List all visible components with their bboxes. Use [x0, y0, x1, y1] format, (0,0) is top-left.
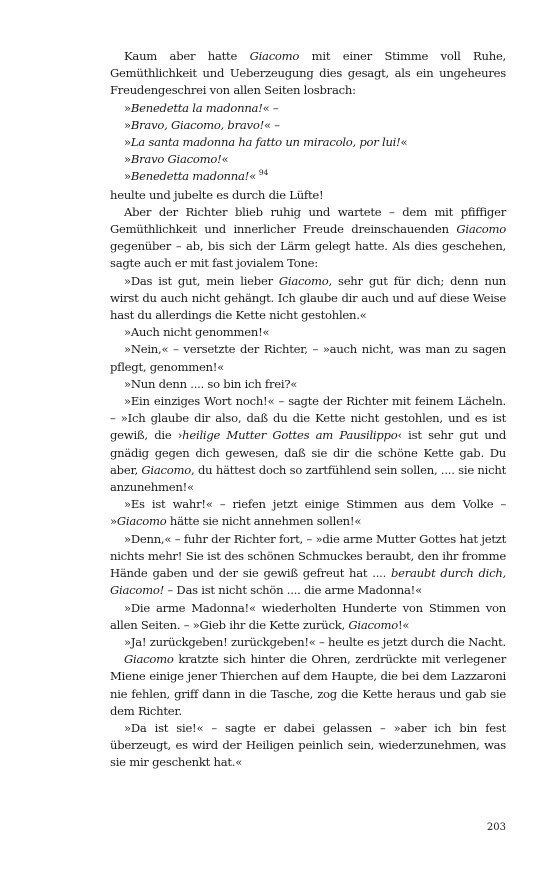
text-run: »: [124, 169, 131, 184]
page-number: 203: [486, 822, 506, 833]
text-run: »: [124, 100, 131, 115]
paragraph: [110, 204, 506, 273]
text-run: Kette gab. Du aber,: [110, 445, 506, 477]
italic-text: Giacomo: [249, 49, 300, 63]
text-run: »: [110, 514, 117, 529]
text-run: Gemüthlichkeit und innerlicher Freude dreinschauenden: [110, 222, 457, 237]
text-run: , sehr gut für dich; denn nun: [328, 273, 507, 288]
text-run: mit einer Stimme voll Ruhe, Ge: [110, 49, 506, 81]
text-run: was sie mir geschenkt hat.«: [110, 738, 506, 770]
paragraph: [110, 187, 506, 204]
italic-text: Bravo Giacomo!: [130, 152, 222, 167]
italic-text: Benedetta la madonna!: [130, 100, 263, 115]
text-run: »Ein einziges Wort noch!« – sagte der Richter mit feinem Lä: [124, 394, 472, 409]
paragraph: [110, 600, 506, 634]
paragraph: [110, 273, 506, 325]
italic-text: La santa madonna ha fatto un miracolo, por lui!: [130, 135, 401, 150]
paragraph: [110, 151, 506, 168]
text-run: ‹ ist: [397, 428, 429, 443]
text-run: »Nein,« – versetzte der Richter, – »auch nicht, was man zu: [124, 342, 473, 357]
italic-text: Bravo, Giacomo, bravo!: [130, 117, 264, 132]
text-run: Nacht.: [468, 634, 506, 649]
text-run: »Das ist gut, mein lieber: [124, 273, 279, 288]
italic-text: Giacomo: [278, 273, 329, 288]
paragraph: [110, 48, 506, 100]
body-text: [110, 48, 506, 772]
paragraph: [110, 100, 506, 117]
italic-text: Giacomo: [348, 617, 398, 632]
paragraph: [110, 117, 506, 134]
text-run: , du hättest doch so zartfühlend sein: [191, 462, 401, 477]
footnote-marker: 94: [258, 168, 268, 178]
text-run: »Die arme Madonna!« wiederholten Hunderte von Stimmen: [124, 600, 486, 615]
text-run: heulte und jubelte es durch die Lüfte!: [110, 187, 324, 202]
paragraph: [110, 376, 506, 393]
paragraph: [110, 496, 506, 530]
text-run: « –: [263, 117, 280, 132]
paragraph: [110, 341, 506, 375]
text-run: – Das ist nicht schön .... die arme: [164, 583, 358, 598]
text-run: »Ja! zurückgeben! zurückgeben!« – heulte es jetzt durch die: [124, 634, 469, 649]
italic-text: heilige Mutter Gottes am Pausilippo: [182, 428, 398, 443]
text-run: »Da ist sie!« – sagte er dabei gelassen – »aber ich bin fest: [124, 720, 506, 735]
text-run: »: [124, 152, 131, 167]
paragraph: [110, 168, 506, 186]
text-run: Freudengeschrei von allen Seiten losbrach:: [110, 83, 356, 98]
text-run: «: [221, 152, 229, 167]
text-run: hätte sie nicht annehmen sollen!«: [166, 514, 362, 529]
text-run: «: [400, 135, 408, 150]
text-run: von allen Seiten. – »Gieb ihr die Kette zurück,: [110, 600, 506, 632]
paragraph: [110, 720, 506, 772]
text-run: überzeugt, es wird der Heiligen peinlich sein, wiederzunehmen,: [110, 738, 484, 753]
text-run: hen, sagte auch er mit fast jovialem Tone:: [110, 239, 506, 271]
text-run: Madonna!«: [357, 583, 422, 598]
text-run: cheln. – »Ich glaube dir also, daß du die Kette nicht gestohlen,: [110, 394, 506, 426]
paragraph: [110, 651, 506, 720]
text-run: gegenüber – ab, bis sich der Lärm gelegt hatte. Als dies gesche: [110, 239, 482, 254]
text-run: sagen pflegt, genommen!«: [110, 342, 506, 374]
italic-text: Giacomo: [116, 514, 167, 529]
paragraph: [110, 324, 506, 341]
italic-text: Giacomo: [124, 652, 174, 667]
italic-text: beraubt durch dich, Giacomo!: [110, 566, 506, 598]
text-run: Weise hast du allerdings die Kette nicht gestohlen.«: [110, 290, 506, 323]
text-run: wirst du auch nicht gehängt. Ich glaube dir auch und auf diese: [110, 290, 473, 305]
paragraph: [110, 531, 506, 600]
text-run: heraus und gab sie dem Richter.: [110, 686, 506, 718]
text-run: »: [124, 135, 131, 150]
text-run: »Nun denn .... so bin ich frei?«: [124, 376, 298, 391]
text-run: « –: [262, 100, 279, 115]
text-run: »Auch nicht genommen!«: [124, 325, 270, 340]
italic-text: Benedetta madonna!: [130, 169, 250, 184]
text-run: »: [124, 117, 131, 132]
text-run: und es ist gewiß, die ›: [110, 411, 506, 443]
text-run: kratzte sich hinter die Ohren, zerdrückte mit verlege: [173, 652, 487, 667]
italic-text: Giacomo: [456, 222, 506, 237]
paragraph: [110, 134, 506, 151]
text-run: hat jetzt nichts mehr! Sie ist des schönen Schmuckes beraubt,: [110, 531, 506, 563]
paragraph: [110, 393, 506, 496]
text-run: sehr gut und gnädig gegen dich gewesen, daß sie dir die schöne: [110, 428, 507, 460]
text-run: »Es ist wahr!« – riefen jetzt einige Stimmen aus dem Volke –: [124, 497, 506, 512]
text-run: »Denn,« – fuhr der Richter fort, – »die arme Mutter Gottes: [124, 531, 460, 546]
text-run: Kaum aber hatte: [124, 49, 250, 63]
text-run: Lazzaroni nie fehlen, griff dann in die Tasche, zog die Kette: [110, 669, 506, 701]
text-run: den ihr fromme Hände gaben und der sie gewiß gefreut hat ....: [110, 548, 506, 581]
text-run: müthlichkeit und Ueberzeugung dies gesagt, als ein ungeheures: [125, 66, 506, 81]
text-run: «: [249, 169, 256, 184]
text-run: Aber der Richter blieb ruhig und wartete – dem mit pfiffiger: [124, 204, 506, 219]
paragraph: [110, 634, 506, 651]
text-run: ner Miene einige jener Thierchen auf dem Haupte, die bei dem: [110, 652, 506, 684]
text-run: !«: [397, 617, 410, 632]
italic-text: Giacomo: [141, 462, 192, 477]
text-run: sollen, .... sie nicht anzunehmen!«: [110, 462, 506, 495]
